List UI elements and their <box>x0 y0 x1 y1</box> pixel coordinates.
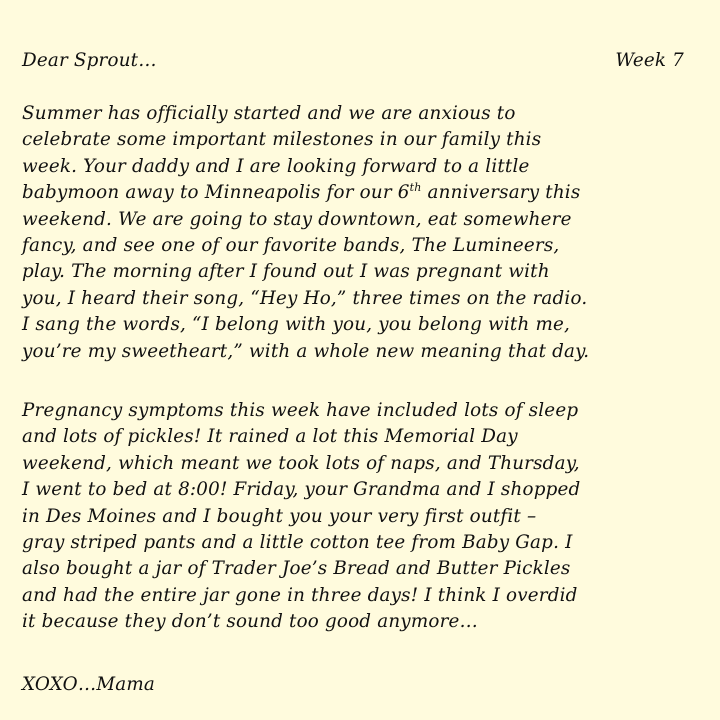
text-line: I went to bed at 8:00! Friday, your Grandma and I shopped <box>22 479 581 501</box>
letter-header <box>22 50 684 76</box>
text-line: it because they don’t sound too good anymore… <box>22 611 479 633</box>
text-line: in Des Moines and I bought you your very first outfit – <box>22 505 537 527</box>
text-line: also bought a jar of Trader Joe’s Bread and Butter Pickles <box>22 558 571 580</box>
text-line: celebrate some important milestones in our family this <box>22 129 542 151</box>
text-line: Pregnancy symptoms this week have included lots of sleep <box>22 400 579 421</box>
week-label: Week 7 <box>615 50 684 71</box>
text-line-with-superscript <box>22 180 712 206</box>
salutation: Dear Sprout… <box>22 50 157 71</box>
text-segment: babymoon away to Minneapolis for our 6 <box>22 182 410 204</box>
signoff: XOXO…Mama <box>22 674 155 695</box>
text-line: fancy, and see one of our favorite bands, The Lumineers, <box>22 234 560 256</box>
text-line: and lots of pickles! It rained a lot this Memorial Day <box>22 426 518 448</box>
text-line: weekend. We are going to stay downtown, eat somewhere <box>22 208 572 230</box>
text-line: you’re my sweetheart,” with a whole new meaning that day. <box>22 340 590 362</box>
paragraph-2 <box>22 398 712 636</box>
text-line: and had the entire jar gone in three days! I think I overdid <box>22 584 578 606</box>
text-line: play. The morning after I found out I was pregnant with <box>22 261 550 283</box>
text-line: week. Your daddy and I are looking forward to a little <box>22 155 530 177</box>
paragraph-1 <box>22 101 712 365</box>
text-line: weekend, which meant we took lots of naps, and Thursday, <box>22 452 580 474</box>
text-line: I sang the words, “I belong with you, you belong with me, <box>22 314 571 336</box>
text-line: gray striped pants and a little cotton tee from Baby Gap. I <box>22 531 573 553</box>
ordinal-superscript: th <box>409 181 422 195</box>
text-segment: anniversary this <box>421 182 581 204</box>
text-line: you, I heard their song, “Hey Ho,” three times on the radio. <box>22 287 588 309</box>
text-line: Summer has officially started and we are anxious to <box>22 103 516 124</box>
